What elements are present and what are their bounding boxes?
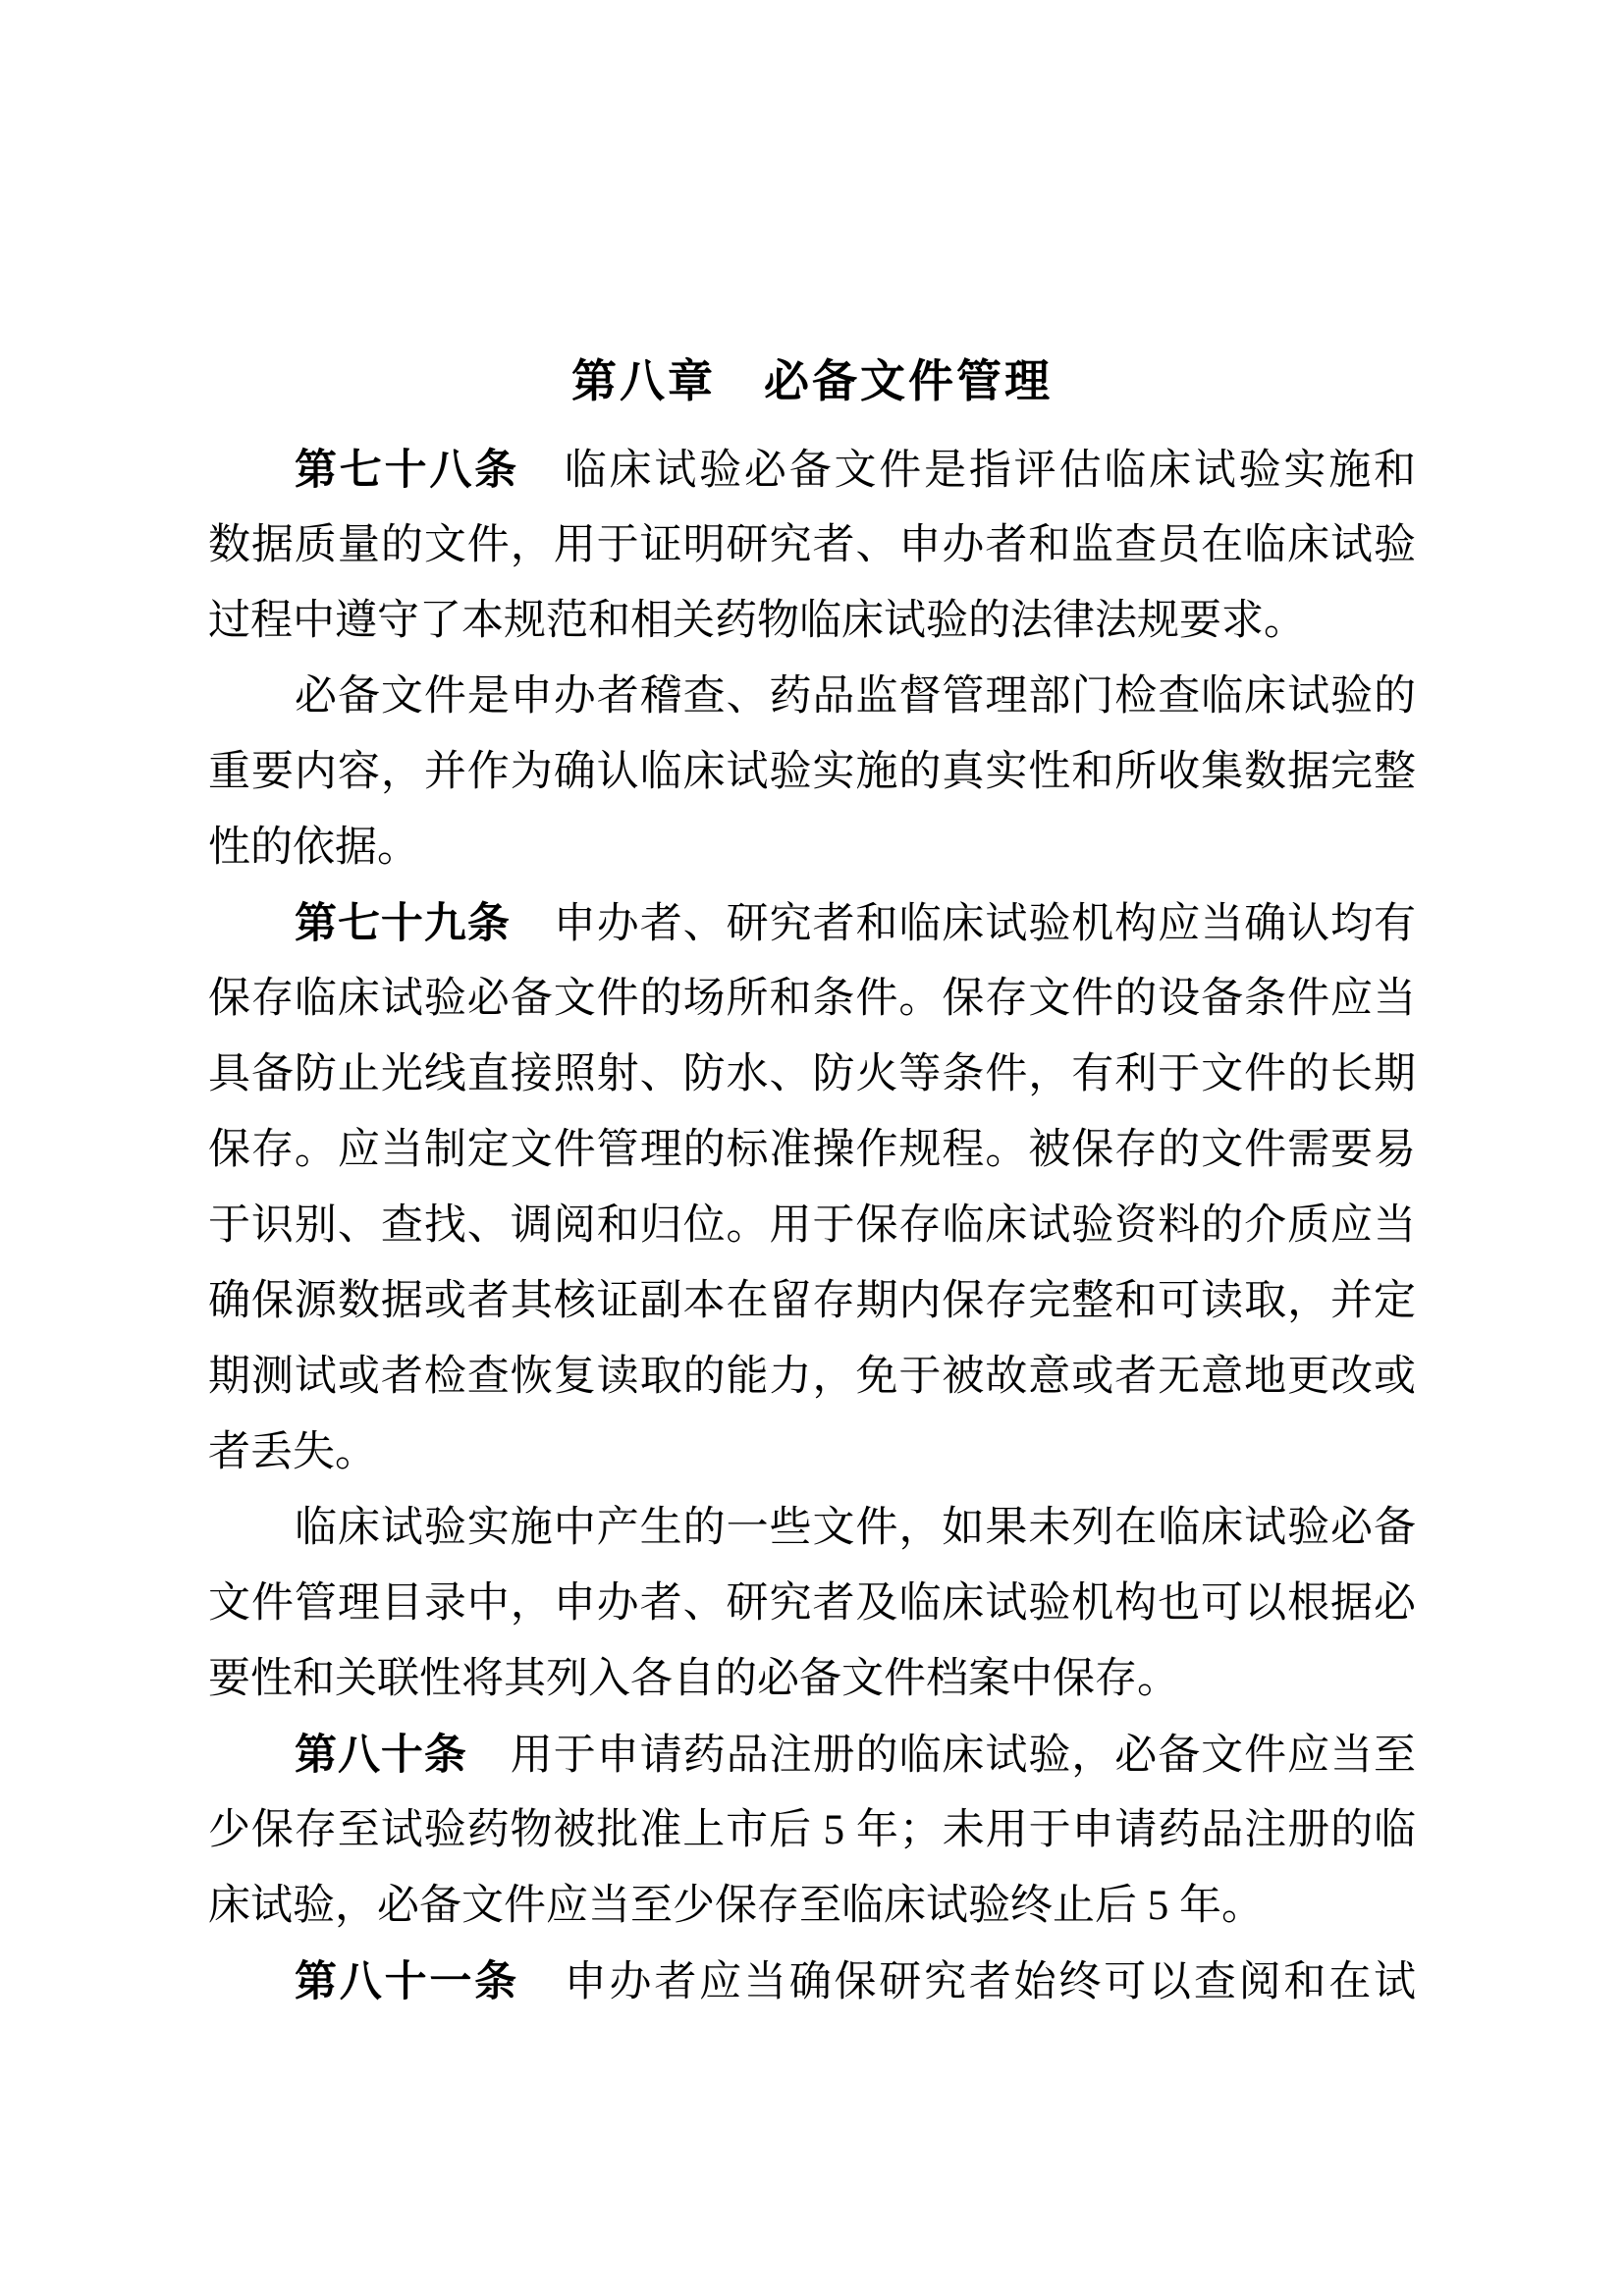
text-line [208, 1118, 1416, 1194]
text-line [208, 438, 1416, 513]
text-line [208, 1723, 1416, 1798]
text-line [208, 665, 1416, 740]
line-text: 数据质量的文件，用于证明研究者、申办者和监查员在临床试验 [208, 522, 1416, 568]
line-text: 具备防止光线直接照射、防水、防火等条件，有利于文件的长期 [208, 1051, 1416, 1097]
text-line [208, 589, 1416, 665]
line-text: 床试验，必备文件应当至少保存至临床试验终止后 5 年。 [208, 1883, 1264, 1929]
text-line [208, 1949, 1416, 2025]
text-line [208, 891, 1416, 967]
line-text: 重要内容，并作为确认临床试验实施的真实性和所收集数据完整 [208, 749, 1416, 795]
line-text: 者丢失。 [208, 1429, 377, 1475]
article-number: 第七十九条 [295, 900, 511, 947]
text-line [208, 1572, 1416, 1647]
text-line [208, 1420, 1416, 1496]
text-line [208, 1269, 1416, 1345]
line-text: 申办者应当确保研究者始终可以查阅和在试 [518, 1959, 1416, 2005]
line-text: 用于申请药品注册的临床试验，必备文件应当至 [466, 1733, 1416, 1779]
line-text: 确保源数据或者其核证副本在留存期内保存完整和可读取，并定 [208, 1278, 1416, 1324]
line-text: 要性和关联性将其列入各自的必备文件档案中保存。 [208, 1656, 1179, 1702]
line-text: 临床试验实施中产生的一些文件，如果未列在临床试验必备 [295, 1505, 1416, 1551]
body-text-block [208, 438, 1416, 2025]
article-number: 第七十八条 [295, 447, 519, 494]
line-text: 期测试或者检查恢复读取的能力，免于被故意或者无意地更改或 [208, 1354, 1416, 1400]
text-line [208, 1647, 1416, 1723]
text-line [208, 816, 1416, 891]
line-text: 保存临床试验必备文件的场所和条件。保存文件的设备条件应当 [208, 976, 1416, 1022]
text-line [208, 1874, 1416, 1949]
text-line [208, 1345, 1416, 1420]
text-line [208, 1798, 1416, 1874]
line-text: 文件管理目录中，申办者、研究者及临床试验机构也可以根据必 [208, 1580, 1416, 1627]
article-number: 第八十条 [295, 1732, 467, 1779]
line-text: 申办者、研究者和临床试验机构应当确认均有 [510, 901, 1416, 947]
line-text: 少保存至试验药物被批准上市后 5 年；未用于申请药品注册的临 [208, 1807, 1416, 1853]
text-line [208, 967, 1416, 1042]
text-line [208, 1194, 1416, 1269]
article-number: 第八十一条 [295, 1958, 519, 2005]
text-line [208, 1042, 1416, 1118]
line-text: 保存。应当制定文件管理的标准操作规程。被保存的文件需要易 [208, 1127, 1416, 1173]
line-text: 必备文件是申办者稽查、药品监督管理部门检查临床试验的 [295, 673, 1416, 720]
line-text: 临床试验必备文件是指评估临床试验实施和 [518, 448, 1416, 494]
text-line [208, 1496, 1416, 1572]
line-text: 过程中遵守了本规范和相关药物临床试验的法律法规要求。 [208, 598, 1306, 644]
line-text: 于识别、查找、调阅和归位。用于保存临床试验资料的介质应当 [208, 1202, 1416, 1249]
text-line [208, 513, 1416, 589]
line-text: 性的依据。 [208, 825, 419, 871]
chapter-heading: 第八章 必备文件管理 [571, 355, 1053, 406]
text-line [208, 740, 1416, 816]
